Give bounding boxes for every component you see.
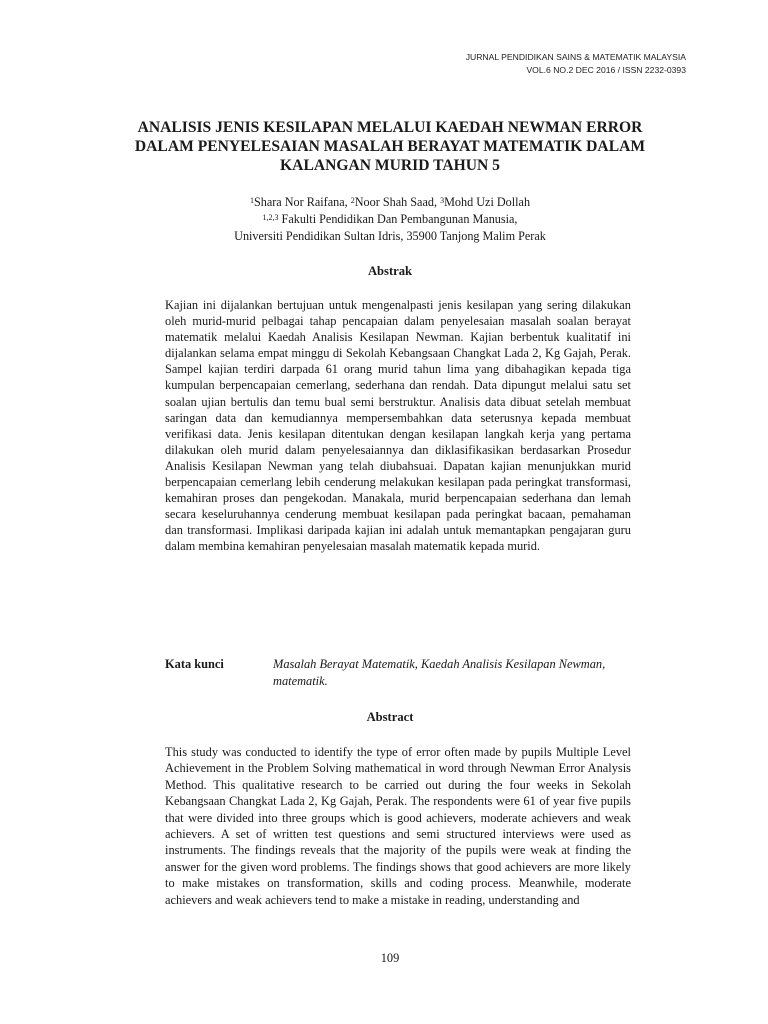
author-sup-1: 1 <box>249 196 254 205</box>
author-3: Mohd Uzi Dollah <box>444 195 531 209</box>
abstract-body: This study was conducted to identify the type of error often made by pupils Multiple Level Achievement in the Problem Solving mathematical in word through Newman Error Analysis Method. This qualitative research to be carried out during the four weeks in Sekolah Kebangsaan Changkat Lada 2, Kg Gajah, Perak. The respondents were 61 of year five pupils that were divided into three groups which is good achievers, moderate achievers and weak achievers. A set of written test questions and semi structured interviews were used as instruments. The findings reveals that the majority of the pupils were weak at finding the answer for the given word problems. The findings shows that good achievers are more likely to make mistakes on transformation, skills and coding process. Meanwhile, moderate achievers and weak achievers tend to make a mistake in reading, understanding and <box>165 745 631 907</box>
abstrak-body: Kajian ini dijalankan bertujuan untuk mengenalpasti jenis kesilapan yang sering dilakukan oleh murid-murid pelbagai tahap pencapaian dalam penyelesaian masalah soalan berayat matematik melalui Kaedah Analisis Kesilapan Newman. Kajian berbentuk kualitatif ini dijalankan selama empat minggu di Sekolah Kebangsaan Changkat Lada 2, Kg Gajah, Perak. Sampel kajian terdiri darpada 61 orang murid tahun lima yang dibahagikan kepada tiga kumpulan berpencapaian cemerlang, sederhana dan rendah. Data dipungut melalui satu set soalan ujian bertulis dan temu bual semi berstruktur. Analisis data dibuat setelah membuat saringan data dan kemudiannya mempersembahkan data seterusnya kepada membuat verifikasi data. Jenis kesilapan ditentukan dengan kesilapan langkah kerja yang pertama dilakukan oleh murid dalam penyelesaiannya dan diklasifikasikan berdasarkan Prosedur Analisis Kesilapan Newman yang telah diubahsuai. Dapatan kajian menunjukkan murid berpencapaian cemerlang lebih cenderung melakukan kesilapan pada peringkat transformasi, kemahiran proses dan pengekodan. Manakala, murid berpencapaian sederhana dan lemah secara keseluruhannya cenderung membuat kesilapan pada peringkat bacaan, pemahaman dan transformasi. Implikasi daripada kajian ini adalah untuk memantapkan pengajaran guru dalam membina kemahiran penyelesaian masalah matematik kepada murid. <box>165 298 631 554</box>
author-block <box>110 194 670 245</box>
journal-issue: VOL.6 NO.2 DEC 2016 / ISSN 2232-0393 <box>526 65 686 75</box>
author-names <box>110 194 670 211</box>
author-sup-2: 2 <box>350 196 355 205</box>
paper-title: ANALISIS JENIS KESILAPAN MELALUI KAEDAH NEWMAN ERROR DALAM PENYELESAIAN MASALAH BERAYAT MATEMATIK DALAM KALANGAN MURID TAHUN 5 <box>134 119 646 174</box>
author-1: Shara Nor Raifana, <box>253 195 351 209</box>
keywords-text: Masalah Berayat Matematik, Kaedah Analisis Kesilapan Newman, matematik. <box>273 657 606 688</box>
affiliation-line-2: Universiti Pendidikan Sultan Idris, 35900 Tanjong Malim Perak <box>234 229 546 243</box>
affiliation-sup: 1,2,3 <box>262 213 279 222</box>
affiliation-line-1: $^{1,2,3}$ Fakulti Pendidikan Dan Pembangunan Manusia, <box>262 212 518 226</box>
abstract-heading: Abstract <box>366 710 414 724</box>
author-sup-3: 3 <box>440 196 445 205</box>
keywords-label: Kata kunci <box>165 657 224 671</box>
journal-header <box>466 51 686 77</box>
page-number: 109 <box>380 951 400 965</box>
journal-name: JURNAL PENDIDIKAN SAINS & MATEMATIK MALAYSIA <box>465 52 686 62</box>
abstrak-heading: Abstrak <box>367 264 413 278</box>
author-2: Noor Shah Saad, <box>354 195 441 209</box>
